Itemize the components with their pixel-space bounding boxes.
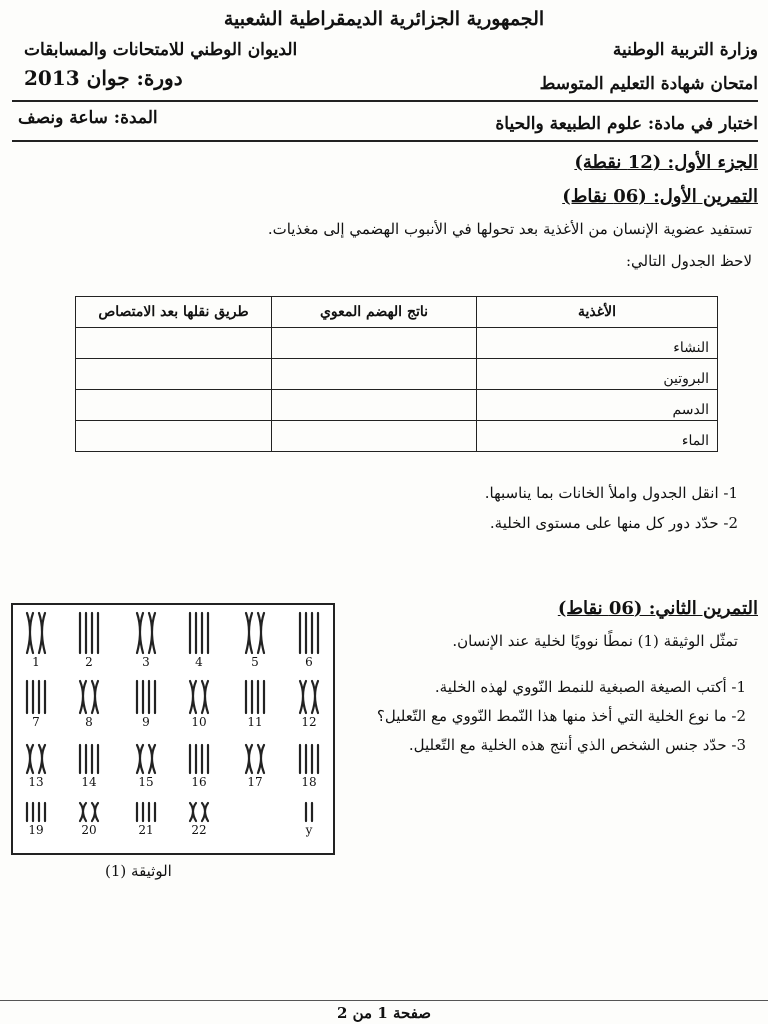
header-divider — [12, 100, 758, 102]
chromosome-pair — [123, 801, 169, 837]
chromosome-number: 16 — [191, 775, 207, 789]
chromosome-icon — [131, 679, 161, 715]
chromosome-pair — [286, 679, 332, 729]
chromosome-icon — [74, 743, 104, 775]
table-cell-empty — [76, 390, 272, 421]
chromosome-pair — [232, 679, 278, 729]
chromosome-number: 5 — [251, 655, 259, 669]
chromosome-pair — [286, 743, 332, 789]
chromosome-pair — [176, 611, 222, 669]
chromosome-number: 8 — [85, 715, 93, 729]
chromosome-number: 17 — [247, 775, 263, 789]
part1-title: الجزء الأول: (12 نقطة) — [574, 152, 758, 173]
chromosome-icon — [21, 611, 51, 655]
chromosome-icon — [21, 743, 51, 775]
chromosome-icon — [74, 801, 104, 823]
chromosome-pair — [66, 679, 112, 729]
table-cell-empty — [272, 390, 477, 421]
chromosome-pair — [13, 611, 59, 669]
chromosome-number: 21 — [138, 823, 154, 837]
chromosome-pair — [66, 611, 112, 669]
chromosome-icon — [21, 679, 51, 715]
table-cell-food: البروتين — [477, 359, 718, 390]
table-cell-food: الدسم — [477, 390, 718, 421]
chromosome-number: 1 — [32, 655, 40, 669]
table-row — [76, 359, 718, 390]
chromosome-pair — [13, 743, 59, 789]
exercise1-intro: تستفيد عضوية الإنسان من الأغذية بعد تحولها في الأنبوب الهضمي إلى مغذيات. — [267, 220, 752, 238]
exercise1-question-2: 2- حدّد دور كل منها على مستوى الخلية. — [489, 514, 738, 532]
table-cell-empty — [76, 328, 272, 359]
exercise1-title: التمرين الأول: (06 نقاط) — [562, 186, 758, 207]
table-header-digestion-product: ناتج الهضم المعوي — [272, 297, 477, 328]
chromosome-icon — [240, 611, 270, 655]
chromosome-pair — [232, 743, 278, 789]
table-cell-empty — [272, 359, 477, 390]
chromosome-icon — [184, 611, 214, 655]
chromosome-icon — [21, 801, 51, 823]
exercise1-observe: لاحظ الجدول التالي: — [626, 252, 752, 270]
chromosome-icon — [294, 679, 324, 715]
chromosome-number: 13 — [28, 775, 44, 789]
chromosome-pair — [123, 743, 169, 789]
chromosome-icon — [184, 679, 214, 715]
exercise2-intro: تمثّل الوثيقة (1) نمطًا نوويًا لخلية عند الإنسان. — [452, 632, 738, 650]
table-header-transport-route: طريق نقلها بعد الامتصاص — [76, 297, 272, 328]
chromosome-pair — [232, 611, 278, 669]
chromosome-icon — [294, 743, 324, 775]
chromosome-pair — [66, 743, 112, 789]
document-1-caption: الوثيقة (1) — [105, 862, 172, 880]
chromosome-icon — [131, 611, 161, 655]
chromosome-number: y — [305, 823, 313, 837]
chromosome-number: 3 — [142, 655, 150, 669]
exercise2-title: التمرين الثاني: (06 نقاط) — [557, 598, 758, 619]
chromosome-number: 15 — [138, 775, 154, 789]
chromosome-number: 10 — [191, 715, 207, 729]
table-row — [76, 328, 718, 359]
chromosome-icon — [294, 801, 324, 823]
chromosome-number: 19 — [28, 823, 44, 837]
table-cell-empty — [272, 421, 477, 452]
table-cell-food: الماء — [477, 421, 718, 452]
duration-label: المدة: ساعة ونصف — [18, 108, 158, 128]
chromosome-icon — [294, 611, 324, 655]
chromosome-pair — [66, 801, 112, 837]
exercise2-question-2: 2- ما نوع الخلية التي أخذ منها هذا النّمط النّووي مع التّعليل؟ — [376, 707, 746, 725]
chromosome-number: 2 — [85, 655, 93, 669]
session-label: دورة: جوان 2013 — [24, 66, 183, 90]
chromosome-number: 12 — [301, 715, 317, 729]
chromosome-number: 9 — [142, 715, 150, 729]
chromosome-icon — [74, 611, 104, 655]
chromosome-pair — [286, 611, 332, 669]
chromosome-icon — [240, 679, 270, 715]
chromosome-pair — [13, 801, 59, 837]
chromosome-icon — [184, 801, 214, 823]
chromosome-icon — [240, 743, 270, 775]
chromosome-number: 14 — [81, 775, 97, 789]
chromosome-pair — [123, 679, 169, 729]
table-header-foods: الأغذية — [477, 297, 718, 328]
table-header-row — [76, 297, 718, 328]
chromosome-number: 20 — [81, 823, 97, 837]
footer-divider — [0, 1000, 768, 1001]
chromosome-number: 18 — [301, 775, 317, 789]
table-cell-empty — [272, 328, 477, 359]
ministry-label: وزارة التربية الوطنية — [612, 40, 758, 60]
exam-title: امتحان شهادة التعليم المتوسط — [539, 74, 758, 94]
chromosome-pair — [13, 679, 59, 729]
chromosome-pair — [123, 611, 169, 669]
chromosome-number: 22 — [191, 823, 207, 837]
exercise2-question-1: 1- أكتب الصيغة الصبغية للنمط النّووي لهذه الخلية. — [434, 678, 746, 696]
chromosome-number: 6 — [305, 655, 313, 669]
chromosome-icon — [184, 743, 214, 775]
chromosome-pair — [286, 801, 332, 837]
chromosome-icon — [131, 801, 161, 823]
office-label: الديوان الوطني للامتحانات والمسابقات — [24, 40, 298, 60]
page-number: صفحة 1 من 2 — [336, 1004, 432, 1022]
table-cell-food: النشاء — [477, 328, 718, 359]
chromosome-number: 4 — [195, 655, 203, 669]
table-row — [76, 390, 718, 421]
exercise1-question-1: 1- انقل الجدول واملأ الخانات بما يناسبها. — [484, 484, 738, 502]
chromosome-icon — [74, 679, 104, 715]
subject-divider — [12, 140, 758, 142]
chromosome-icon — [131, 743, 161, 775]
chromosome-pair — [176, 743, 222, 789]
chromosome-pair — [176, 679, 222, 729]
karyotype-figure — [11, 603, 335, 855]
republic-title: الجمهورية الجزائرية الديمقراطية الشعبية — [223, 8, 545, 30]
chromosome-number: 7 — [32, 715, 40, 729]
chromosome-pair — [176, 801, 222, 837]
subject-label: اختبار في مادة: علوم الطبيعة والحياة — [495, 114, 758, 134]
chromosome-number: 11 — [247, 715, 263, 729]
foods-table — [75, 296, 718, 452]
table-row — [76, 421, 718, 452]
table-cell-empty — [76, 359, 272, 390]
table-cell-empty — [76, 421, 272, 452]
exercise2-question-3: 3- حدّد جنس الشخص الذي أنتج هذه الخلية مع التّعليل. — [408, 736, 746, 754]
